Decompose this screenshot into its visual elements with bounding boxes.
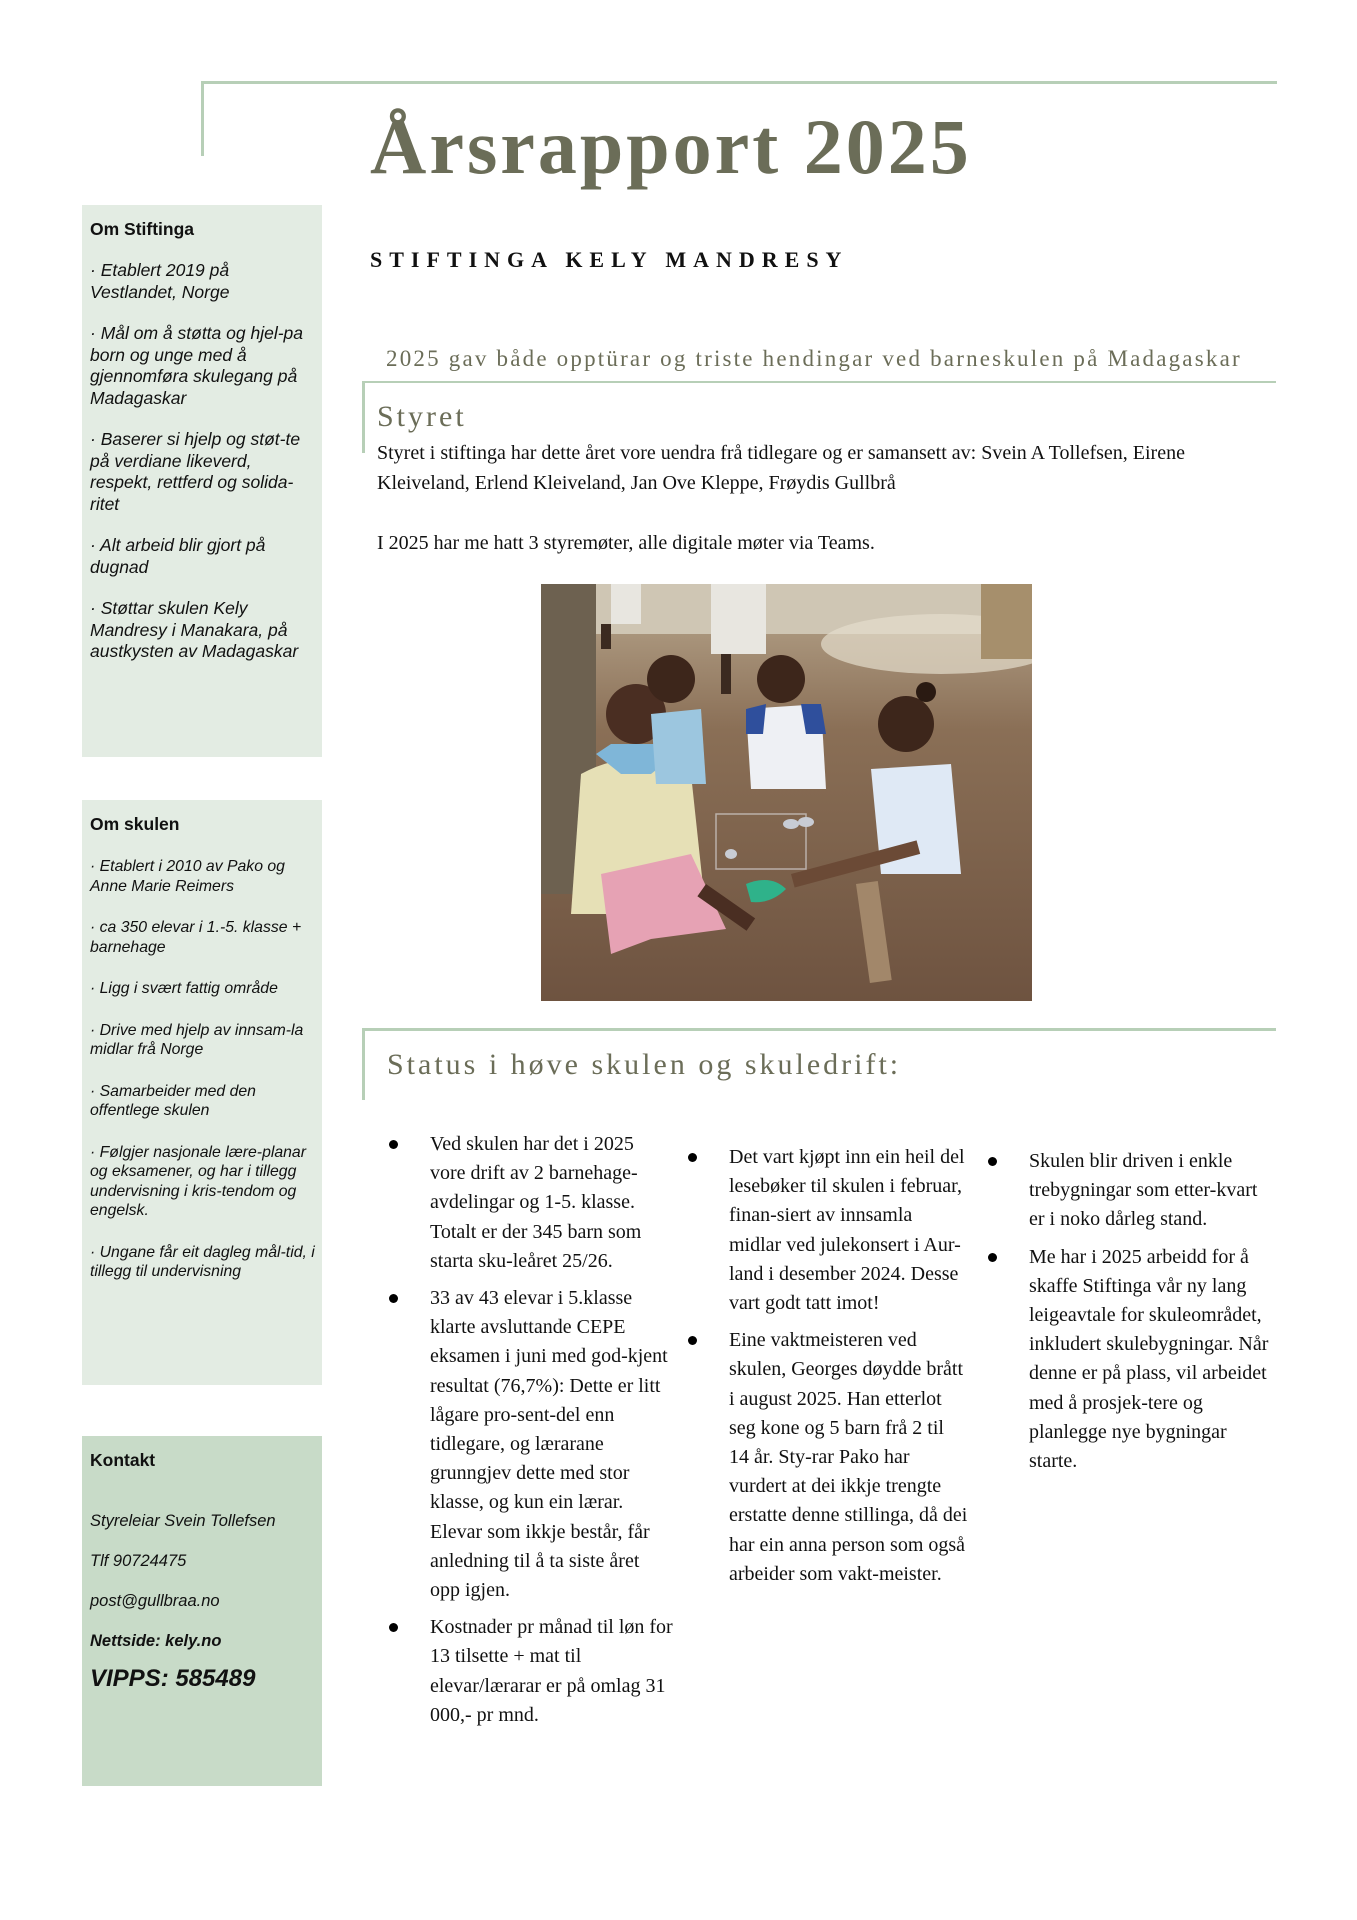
sidebar-item: · Mål om å støtta og hjel-pa born og unge med å gjennomføra skulegang på Madagaskar [90,323,303,408]
status-list-item: Skulen blir driven i enkle trebygningar som etter-kvart er i noko dårleg stand. [988,1147,1270,1235]
sidebar-item: · Ligg i svært fattig område [90,980,278,997]
bullet-icon [389,1623,398,1632]
bullet-icon [389,1294,398,1303]
sidebar-heading: Om skulen [90,814,180,834]
styret-heading: Styret [377,400,467,433]
contact-email[interactable]: post@gullbraa.no [90,1592,220,1610]
status-list-item: Me har i 2025 arbeidd for å skaffe Stiftinga vår ny lang leigeavtale for skuleområdet, inkludert skulebygningar. Når denne er på plass, vil arbeidet med å prosjek-tere og planlegge nye bygningar starte. [988,1243,1270,1477]
status-list-item: Kostnader pr månad til løn for 13 tilsette + mat til elevar/lærarar er på omlag 31 000,- pr mnd. [389,1613,674,1730]
status-column-2 [688,1143,968,1597]
status-rule-vertical [362,1028,365,1100]
sidebar-item: · Ungane får eit dagleg mål-tid, i tillegg til undervisning [90,1243,315,1280]
contact-website[interactable]: Nettside: kely.no [90,1632,222,1650]
sidebar-kontakt [82,1436,322,1786]
status-heading: Status i høve skulen og skuledrift: [387,1048,902,1081]
status-list-item: Det vart kjøpt inn ein heil del lesebøker til skulen i februar, finan-siert av innsamla midlar ved julekonsert i Aur-land i desember 2024. Desse vart godt tatt imot! [688,1143,968,1318]
styret-rule-vertical [362,381,365,453]
sidebar-heading: Kontakt [90,1450,156,1470]
styret-meetings-paragraph: I 2025 har me hatt 3 styremøter, alle digitale møter via Teams. [377,532,875,554]
bullet-icon [389,1140,398,1149]
sidebar-item: · Alt arbeid blir gjort på dugnad [90,535,266,577]
status-list-item: 33 av 43 elevar i 5.klasse klarte avsluttande CEPE eksamen i juni med god-kjent resultat (76,7%): Dette er litt lågare pro-sent-del enn tidlegare, og lærarane grunngjev dette med stor klasse, og kun ein lærar. Elevar som ikkje består, får anledning til å ta siste året opp igjen. [389,1284,674,1605]
header-rule [201,81,1277,84]
sidebar-item: · ca 350 elevar i 1.-5. klasse + barnehage [90,919,302,956]
sidebar-item: · Samarbeider med den offentlege skulen [90,1082,256,1119]
status-column-3 [988,1147,1270,1484]
contact-vipps: VIPPS: 585489 [90,1665,256,1692]
status-column-1 [389,1130,674,1738]
contact-phone: Tlf 90724475 [90,1552,187,1570]
styret-rule [362,381,1276,383]
bullet-icon [688,1336,697,1345]
organization-name: STIFTINGA KELY MANDRESY [370,247,849,272]
sidebar-item: · Drive med hjelp av innsam-la midlar frå Norge [90,1021,304,1058]
status-rule [362,1028,1276,1031]
bullet-icon [988,1253,997,1262]
sidebar-item: · Støttar skulen Kely Mandresy i Manakara, på austkysten av Madagaskar [90,598,299,661]
page-subtitle: 2025 gav både opptürar og triste hendingar ved barneskulen på Madagaskar [386,346,1242,371]
sidebar-om-stiftinga [82,205,322,757]
styret-members-paragraph: Styret i stiftinga har dette året vore uendra frå tidlegare og er samansett av: Svein A Tollefsen, Eirene Kleiveland, Erlend Kleiveland, Jan Ove Kleppe, Frøydis Gullbrå [377,442,1185,494]
sidebar-heading: Om Stiftinga [90,219,195,239]
header-rule-vertical [201,81,204,156]
status-list-item: Ved skulen har det i 2025 vore drift av 2 barnehage-avdelingar og 1-5. klasse. Totalt er der 345 barn som starta sku-leåret 25/26. [389,1130,674,1276]
sidebar-item: · Følgjer nasjonale lære-planar og eksamener, og har i tillegg undervisning i kris-tendom og engelsk. [90,1143,306,1219]
page-title: Årsrapport 2025 [370,103,972,190]
status-list-item: Eine vaktmeisteren ved skulen, Georges døydde brått i august 2025. Han etterlot seg kone og 5 barn frå 2 til 14 år. Sty-rar Pako har vurdert at dei ikkje trengte erstatte denne stillinga, då dei har ein anna person som også arbeider som vakt-meister. [688,1326,968,1589]
children-photo [541,584,1032,1001]
contact-name: Styreleiar Svein Tollefsen [90,1512,276,1530]
sidebar-item: · Etablert i 2010 av Pako og Anne Marie Reimers [90,858,285,895]
bullet-icon [988,1157,997,1166]
sidebar-item: · Etablert 2019 på Vestlandet, Norge [90,260,230,302]
sidebar-item: · Baserer si hjelp og støt-te på verdiane likeverd, respekt, rettferd og solida-ritet [90,429,301,514]
sidebar-om-skulen [82,800,322,1385]
bullet-icon [688,1153,697,1162]
